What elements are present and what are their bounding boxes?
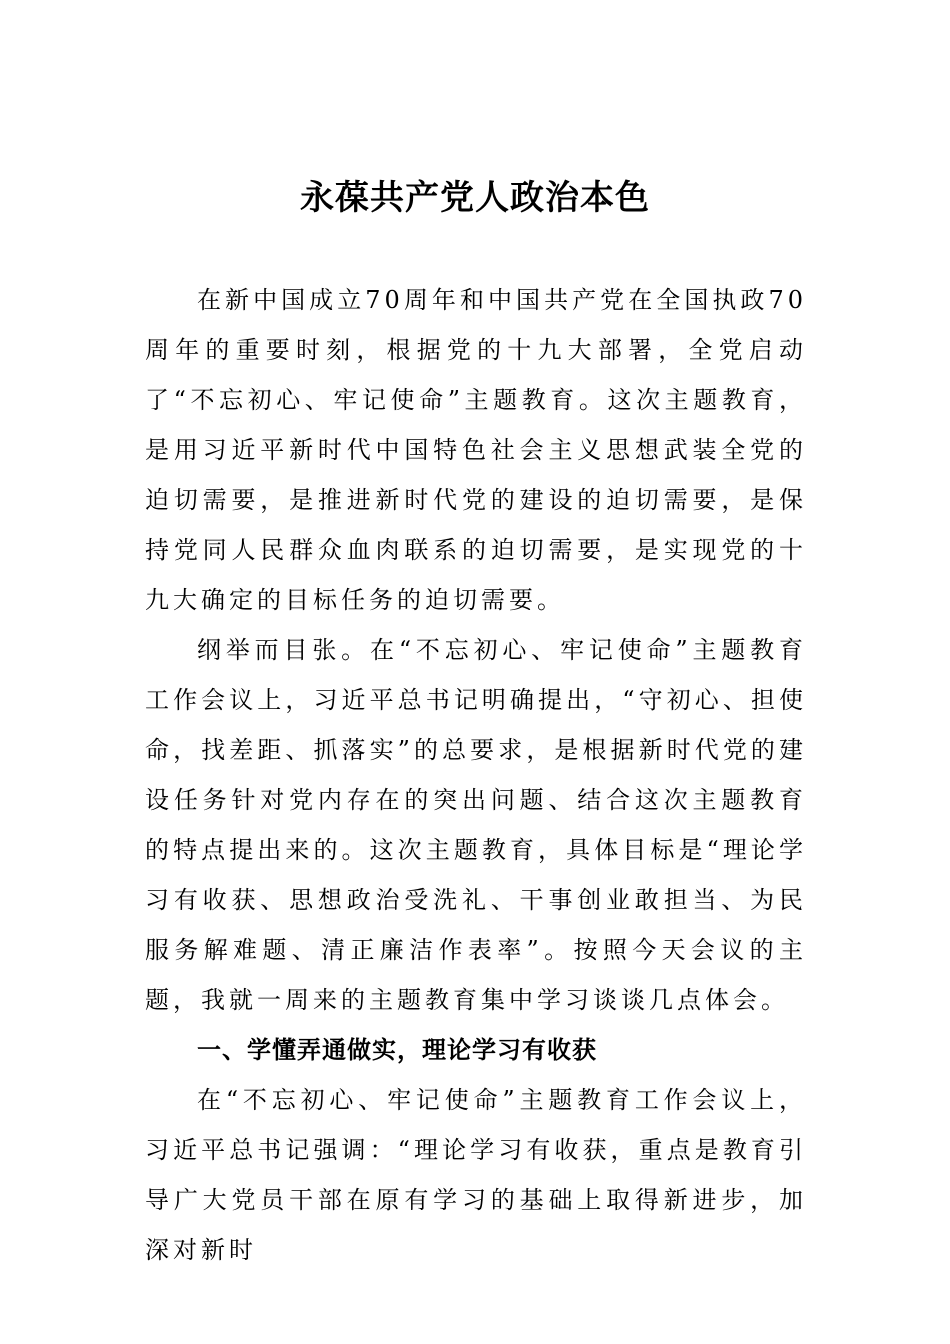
paragraph-intro: 在新中国成立70周年和中国共产党在全国执政70周年的重要时刻，根据党的十九大部署，全党启动了“不忘初心、牢记使命”主题教育。这次主题教育，是用习近平新时代中国特色社会主义思想武装全党的迫切需要，是推进新时代党的建设的迫切需要，是保持党同人民群众血肉联系的迫切需要，是实现党的十九大确定的目标任务的迫切需要。 <box>145 286 807 614</box>
section-heading-1: 一、学懂弄通做实，理论学习有收获 <box>197 1036 597 1064</box>
document-title: 永葆共产党人政治本色 <box>300 178 650 218</box>
paragraph-goals: 纲举而目张。在“不忘初心、牢记使命”主题教育工作会议上，习近平总书记明确提出，“守初心、担使命，找差距、抓落实”的总要求，是根据新时代党的建设任务针对党内存在的突出问题、结合这次主题教育的特点提出来的。这次主题教育，具体目标是“理论学习有收获、思想政治受洗礼、干事创业敢担当、为民服务解难题、清正廉洁作表率”。按照今天会议的主题，我就一周来的主题教育集中学习谈谈几点体会。 <box>145 636 807 1014</box>
document-body <box>145 275 807 1275</box>
paragraph-section-1: 在“不忘初心、牢记使命”主题教育工作会议上，习近平总书记强调：“理论学习有收获，重点是教育引导广大党员干部在原有学习的基础上取得新进步，加深对新时 <box>145 1086 807 1264</box>
